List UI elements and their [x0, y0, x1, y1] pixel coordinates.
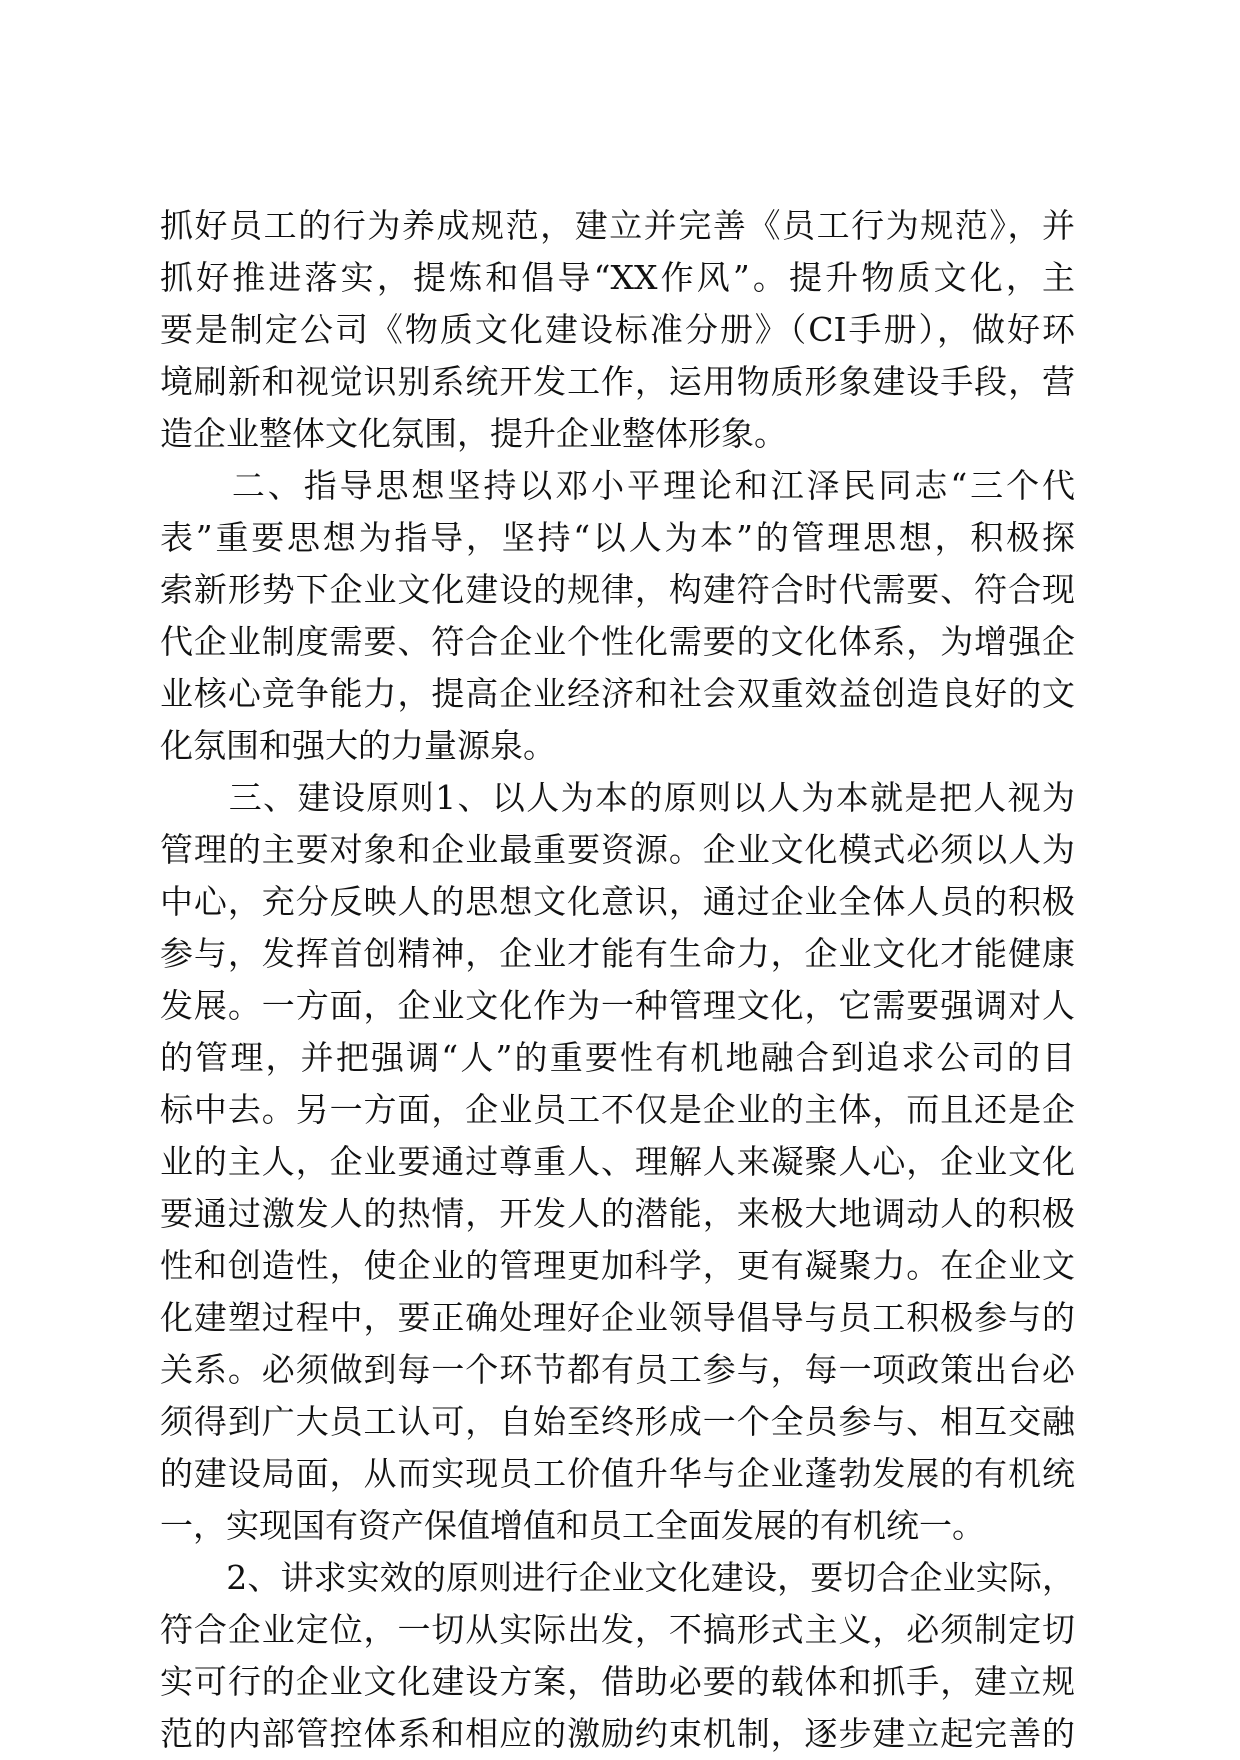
text-line: 业的主人，企业要通过尊重人、理解人来凝聚人心，企业文化 — [160, 1142, 1075, 1181]
text-line: 表”重要思想为指导，坚持“以人为本”的管理思想，积极探 — [160, 518, 1075, 557]
text-line: 符合企业定位，一切从实际出发，不搞形式主义，必须制定切 — [160, 1610, 1075, 1649]
text-line: 中心，充分反映人的思想文化意识，通过企业全体人员的积极 — [160, 882, 1075, 921]
text-line: 的管理，并把强调“人”的重要性有机地融合到追求公司的目 — [160, 1038, 1075, 1077]
text-line: 管理的主要对象和企业最重要资源。企业文化模式必须以人为 — [160, 830, 1075, 869]
text-line: 性和创造性，使企业的管理更加科学，更有凝聚力。在企业文 — [160, 1246, 1075, 1285]
paragraph-4 — [160, 1552, 1075, 1760]
text-line: 二、指导思想坚持以邓小平理论和江泽民同志“三个代 — [160, 466, 1075, 505]
text-line: 的建设局面，从而实现员工价值升华与企业蓬勃发展的有机统 — [160, 1454, 1075, 1493]
text-line: 境刷新和视觉识别系统开发工作，运用物质形象建设手段，营 — [160, 362, 1075, 401]
paragraph-3 — [160, 772, 1075, 1552]
text-line: 要是制定公司《物质文化建设标准分册》（CI手册），做好环 — [160, 310, 1075, 349]
text-line: 三、建设原则1、以人为本的原则以人为本就是把人视为 — [160, 778, 1075, 817]
text-line: 2、讲求实效的原则进行企业文化建设，要切合企业实际， — [160, 1558, 1075, 1597]
text-line: 索新形势下企业文化建设的规律，构建符合时代需要、符合现 — [160, 570, 1075, 609]
text-line: 业核心竞争能力，提高企业经济和社会双重效益创造良好的文 — [160, 674, 1075, 713]
text-line: 发展。一方面，企业文化作为一种管理文化，它需要强调对人 — [160, 986, 1075, 1025]
paragraph-1 — [160, 200, 1075, 460]
text-line: 要通过激发人的热情，开发人的潜能，来极大地调动人的积极 — [160, 1194, 1075, 1233]
text-line: 化氛围和强大的力量源泉。 — [160, 726, 556, 765]
text-line: 范的内部管控体系和相应的激励约束机制，逐步建立起完善的 — [160, 1714, 1075, 1753]
text-line: 抓好员工的行为养成规范，建立并完善《员工行为规范》，并 — [160, 206, 1075, 245]
text-line: 须得到广大员工认可，自始至终形成一个全员参与、相互交融 — [160, 1402, 1075, 1441]
document-body — [160, 200, 1075, 1760]
text-line: 造企业整体文化氛围，提升企业整体形象。 — [160, 414, 787, 453]
text-line: 抓好推进落实，提炼和倡导“XX作风”。提升物质文化，主 — [160, 258, 1075, 297]
text-line: 关系。必须做到每一个环节都有员工参与，每一项政策出台必 — [160, 1350, 1075, 1389]
text-line: 标中去。另一方面，企业员工不仅是企业的主体，而且还是企 — [160, 1090, 1075, 1129]
text-line: 化建塑过程中，要正确处理好企业领导倡导与员工积极参与的 — [160, 1298, 1075, 1337]
text-line: 实可行的企业文化建设方案，借助必要的载体和抓手，建立规 — [160, 1662, 1075, 1701]
text-line: 一，实现国有资产保值增值和员工全面发展的有机统一。 — [160, 1506, 985, 1545]
text-line: 代企业制度需要、符合企业个性化需要的文化体系，为增强企 — [160, 622, 1075, 661]
paragraph-2 — [160, 460, 1075, 772]
text-line: 参与，发挥首创精神，企业才能有生命力，企业文化才能健康 — [160, 934, 1075, 973]
